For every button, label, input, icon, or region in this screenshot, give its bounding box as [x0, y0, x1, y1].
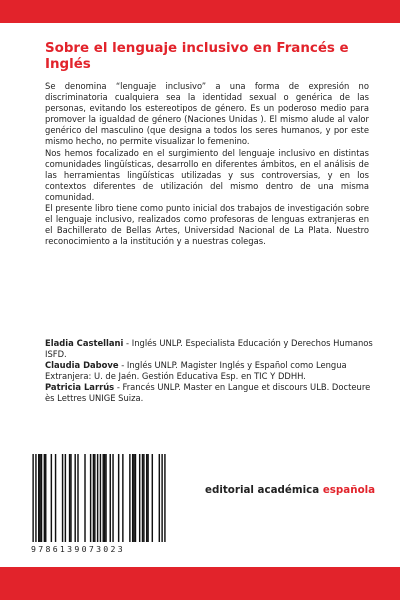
barcode-bar	[39, 454, 40, 542]
isbn-barcode	[31, 454, 167, 557]
publisher-name: editorial académica	[205, 484, 323, 496]
barcode-bar	[112, 454, 113, 542]
barcode-bar	[122, 454, 123, 542]
barcode-bar	[161, 454, 162, 542]
barcode-bar	[74, 454, 75, 542]
barcode-bar	[62, 454, 63, 542]
barcode-bar	[132, 454, 133, 542]
synopsis	[45, 81, 369, 247]
barcode-bar	[110, 454, 111, 542]
barcode-bar	[152, 454, 153, 542]
barcode-bar	[65, 454, 66, 542]
barcode-bar	[93, 454, 94, 542]
barcode-bar	[90, 454, 91, 542]
author-bio: - Inglés UNLP. Especialista Educación y Derechos Humanos ISFD.	[45, 338, 373, 360]
barcode-bar	[164, 454, 165, 542]
barcode-bar	[84, 454, 85, 542]
barcode-bar	[147, 454, 148, 542]
barcode-bar	[32, 454, 33, 542]
barcode-bar	[118, 454, 119, 542]
barcode-bar	[146, 454, 147, 542]
barcode-bar	[97, 454, 98, 542]
author-name: Claudia Dabove	[45, 360, 119, 371]
author-bios	[45, 338, 375, 405]
top-color-band	[0, 0, 400, 23]
barcode-bar	[135, 454, 136, 542]
barcode-bar	[129, 454, 130, 542]
barcode-bar	[55, 454, 56, 542]
bottom-color-band	[0, 567, 400, 600]
barcode-bar	[159, 454, 160, 542]
synopsis-paragraph: Nos hemos focalizado en el surgimiento del lenguaje inclusivo en distintas comunidades lingüísticas, desarrollo en diferentes ámbitos, en el análisis de las herramientas lingüísticas utilizadas y sus controversias, y en los contextos diferentes de utilización del mismo dentro de una misma comunidad.	[45, 147, 369, 202]
publisher-logo	[205, 484, 375, 496]
barcode-bar	[35, 454, 36, 542]
publisher-name-accent: española	[322, 484, 376, 496]
barcode-bar	[94, 454, 95, 542]
barcode-bar	[105, 454, 106, 542]
barcode-bar	[77, 454, 78, 542]
barcode-bar	[104, 454, 105, 542]
barcode-bar	[139, 454, 140, 542]
barcode-bar	[103, 454, 104, 542]
author-bio: - Inglés UNLP. Magister Inglés y Español como Lengua Extranjera: U. de Jaén. Gestión Educativa Esp. en TIC Y DDHH.	[45, 360, 347, 382]
barcode-bar	[100, 454, 101, 542]
synopsis-paragraph: Se denomina “lenguaje inclusivo” a una forma de expresión no discriminatoria cualquiera sea la identidad sexual o genérica de las personas, evitando los estereotipos de género. Es un poderoso medio para promover la igualdad de género (Naciones Unidas ). El mismo alude al valor genérico del masculino (que designa a todos los seres humanos, y por este mismo hecho, no permite visualizar lo femenino.	[45, 81, 369, 147]
book-title: Sobre el lenguaje inclusivo en Francés e Inglés	[45, 41, 349, 72]
barcode-bar	[45, 454, 46, 542]
barcode-bars	[31, 454, 167, 542]
barcode-bar	[133, 454, 134, 542]
barcode-bar	[41, 454, 42, 542]
barcode-bar	[51, 454, 52, 542]
synopsis-paragraph: El presente libro tiene como punto inicial dos trabajos de investigación sobre el lenguaje inclusivo, realizados como profesoras de lenguas extranjeras en el Bachillerato de Bellas Artes, Universidad Nacional de La Plata. Nuestro reconocimiento a la institución y a nuestras colegas.	[45, 203, 369, 247]
author-entry	[45, 382, 375, 404]
author-entry	[45, 360, 375, 382]
barcode-bar	[69, 454, 70, 542]
author-name: Patricia Larrús	[45, 382, 115, 393]
barcode-bar	[143, 454, 144, 542]
author-bio: - Francés UNLP. Master en Langue et discours ULB. Docteure ès Lettres UNIGE Suiza.	[45, 382, 371, 404]
barcode-bar	[44, 454, 45, 542]
author-name: Eladia Castellani	[45, 338, 124, 348]
barcode-bar	[70, 454, 71, 542]
barcode-bar	[142, 454, 143, 542]
author-entry	[45, 338, 375, 360]
isbn-digits: 9786139073023	[31, 544, 125, 554]
barcode-bar	[38, 454, 39, 542]
